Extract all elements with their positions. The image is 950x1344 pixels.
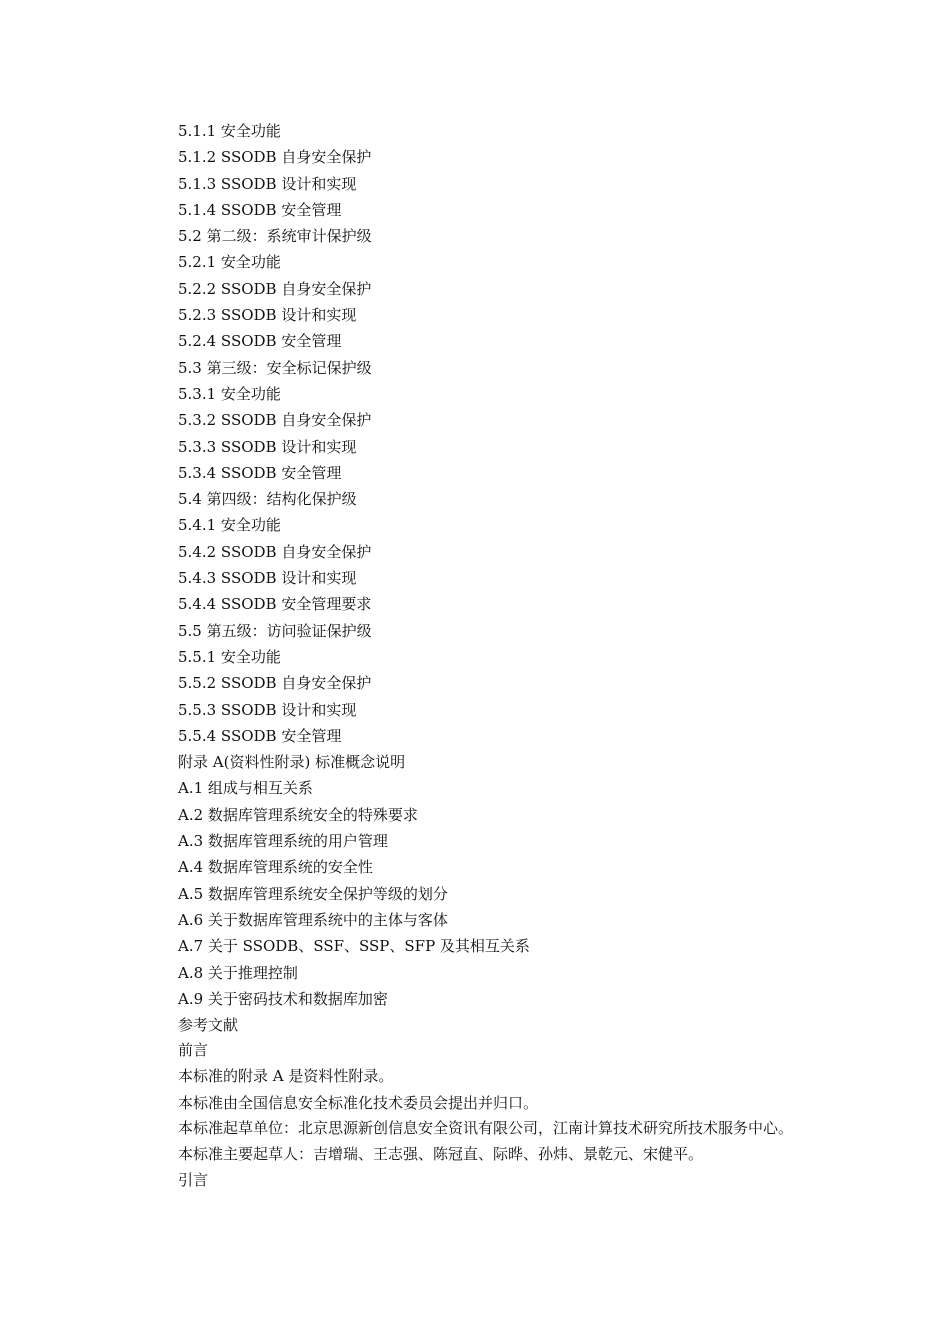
- toc-entry: 5.4 第四级：结构化保护级: [178, 490, 357, 509]
- toc-entry: A.3 数据库管理系统的用户管理: [178, 832, 388, 851]
- toc-entry: A.2 数据库管理系统安全的特殊要求: [178, 805, 418, 824]
- proposer-statement: 本标准由全国信息安全标准化技术委员会提出并归口。: [178, 1093, 539, 1112]
- toc-entry: 5.3.1 安全功能: [178, 384, 281, 403]
- toc-entry: 5.3.2 SSODB 自身安全保护: [178, 411, 372, 430]
- toc-entry: 5.3 第三级：安全标记保护级: [178, 358, 372, 377]
- toc-entry: 5.1.3 SSODB 设计和实现: [178, 174, 357, 193]
- toc-entry: A.6 关于数据库管理系统中的主体与客体: [178, 910, 448, 929]
- toc-entry: A.7 关于 SSODB、SSF、SSP、SFP 及其相互关系: [178, 937, 530, 956]
- toc-entry: 5.4.4 SSODB 安全管理要求: [178, 595, 372, 614]
- toc-entry: A.9 关于密码技术和数据库加密: [178, 989, 388, 1008]
- toc-entry: 5.3.4 SSODB 安全管理: [178, 463, 342, 482]
- toc-entry: 5.1.4 SSODB 安全管理: [178, 200, 342, 219]
- toc-entry: 5.2 第二级：系统审计保护级: [178, 227, 372, 246]
- toc-entry: A.1 组成与相互关系: [178, 779, 313, 798]
- toc-entry: 5.4.3 SSODB 设计和实现: [178, 569, 357, 588]
- toc-entry: 5.3.3 SSODB 设计和实现: [178, 437, 357, 456]
- toc-entry: A.4 数据库管理系统的安全性: [178, 858, 373, 877]
- table-of-contents: [178, 118, 818, 1038]
- foreword-section: [115, 1037, 815, 1193]
- toc-entry: 5.4.1 安全功能: [178, 516, 281, 535]
- toc-entry: 参考文献: [178, 1016, 239, 1035]
- toc-entry: 5.4.2 SSODB 自身安全保护: [178, 542, 372, 561]
- drafting-units: 本标准起草单位：北京思源新创信息安全资讯有限公司，江南计算技术研究所技术服务中心。: [178, 1118, 794, 1137]
- toc-entry: 5.5.3 SSODB 设计和实现: [178, 700, 357, 719]
- foreword-heading: 前言: [178, 1041, 209, 1059]
- appendix-note: 本标准的附录 A 是资料性附录。: [178, 1067, 394, 1086]
- toc-entry: 5.2.1 安全功能: [178, 253, 281, 272]
- toc-entry: 5.2.2 SSODB 自身安全保护: [178, 279, 372, 298]
- toc-entry: 5.5.4 SSODB 安全管理: [178, 726, 342, 745]
- toc-entry: A.5 数据库管理系统安全保护等级的划分: [178, 884, 448, 903]
- toc-entry: 附录 A(资料性附录) 标准概念说明: [178, 753, 406, 772]
- toc-entry: 5.5.2 SSODB 自身安全保护: [178, 674, 372, 693]
- toc-entry: 5.1.2 SSODB 自身安全保护: [178, 148, 372, 167]
- intro-heading: 引言: [178, 1171, 209, 1190]
- toc-entry: A.8 关于推理控制: [178, 963, 298, 982]
- toc-entry: 5.2.3 SSODB 设计和实现: [178, 306, 357, 325]
- toc-entry: 5.5 第五级：访问验证保护级: [178, 621, 372, 640]
- toc-entry: 5.1.1 安全功能: [178, 122, 281, 140]
- toc-entry: 5.5.1 安全功能: [178, 647, 281, 666]
- drafters-list: 本标准主要起草人：吉增瑞、王志强、陈冠直、际晔、孙炜、景乾元、宋健平。: [178, 1144, 704, 1163]
- toc-entry: 5.2.4 SSODB 安全管理: [178, 332, 342, 351]
